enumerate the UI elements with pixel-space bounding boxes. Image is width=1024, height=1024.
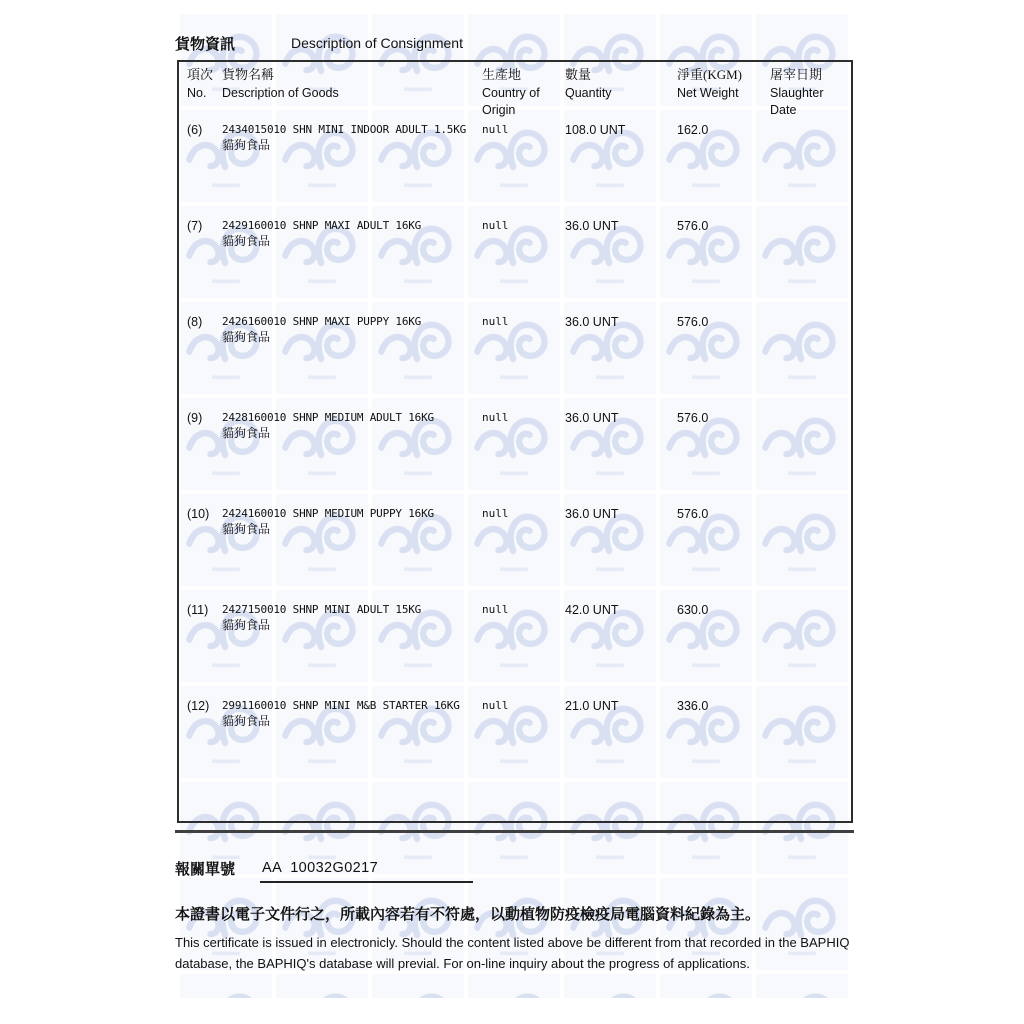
row-country-of-origin: null <box>482 699 509 712</box>
row-quantity: 36.0 UNT <box>565 219 619 233</box>
column-header-goods: 貨物名稱 Description of Goods <box>222 67 339 100</box>
row-country-of-origin: null <box>482 507 509 520</box>
row-quantity: 21.0 UNT <box>565 699 619 713</box>
page-title-en: Description of Consignment <box>291 35 463 51</box>
goods-category-zh: 貓狗食品 <box>222 330 271 344</box>
goods-description: 2434015010 SHN MINI INDOOR ADULT 1.5KG <box>222 123 467 136</box>
row-country-of-origin: null <box>482 315 509 328</box>
goods-category-zh: 貓狗食品 <box>222 618 271 632</box>
goods-description: 2424160010 SHNP MEDIUM PUPPY 16KG <box>222 507 434 520</box>
row-country-of-origin: null <box>482 411 509 424</box>
row-quantity: 108.0 UNT <box>565 123 626 137</box>
disclaimer-en: This certificate is issued in electronicly. Should the content listed above be different from that recorded in the BAPHIQ database, the BAPHIQ's database will previal. For on-line inquiry about the progress of applications. <box>175 935 850 971</box>
declaration-underline <box>260 881 473 883</box>
row-goods <box>222 410 482 441</box>
goods-category-zh: 貓狗食品 <box>222 426 271 440</box>
table-header <box>179 65 851 119</box>
table-row <box>179 506 851 537</box>
table-row <box>179 314 851 345</box>
row-quantity: 36.0 UNT <box>565 411 619 425</box>
section-divider <box>175 830 854 833</box>
table-row <box>179 602 851 633</box>
goods-category-zh: 貓狗食品 <box>222 522 271 536</box>
goods-category-zh: 貓狗食品 <box>222 138 271 152</box>
row-number: (12) <box>187 699 210 713</box>
row-goods <box>222 506 482 537</box>
row-quantity: 36.0 UNT <box>565 315 619 329</box>
row-slaughter-date <box>770 410 851 441</box>
row-net-weight: 336.0 <box>677 699 709 713</box>
column-header-quantity: 數量 Quantity <box>565 67 612 100</box>
column-header-no: 項次 No. <box>187 67 214 100</box>
row-slaughter-date <box>770 506 851 537</box>
row-net-weight: 576.0 <box>677 411 709 425</box>
row-goods <box>222 218 482 249</box>
row-number: (9) <box>187 411 203 425</box>
table-row <box>179 698 851 729</box>
disclaimer-zh: 本證書以電子文件行之，所載內容若有不符處，以動植物防疫檢疫局電腦資料紀錄為主。 <box>175 907 761 923</box>
row-country-of-origin: null <box>482 603 509 616</box>
row-country-of-origin: null <box>482 123 509 136</box>
goods-description: 2428160010 SHNP MEDIUM ADULT 16KG <box>222 411 434 424</box>
goods-category-zh: 貓狗食品 <box>222 714 271 728</box>
row-number: (11) <box>187 603 209 617</box>
row-country-of-origin: null <box>482 219 509 232</box>
row-quantity: 36.0 UNT <box>565 507 619 521</box>
row-number: (10) <box>187 507 210 521</box>
goods-description: 2991160010 SHNP MINI M&B STARTER 16KG <box>222 699 460 712</box>
row-slaughter-date <box>770 122 851 153</box>
row-slaughter-date <box>770 314 851 345</box>
goods-description: 2426160010 SHNP MAXI PUPPY 16KG <box>222 315 422 328</box>
row-goods <box>222 698 482 729</box>
row-goods <box>222 122 482 153</box>
row-goods <box>222 314 482 345</box>
row-number: (8) <box>187 315 203 329</box>
goods-category-zh: 貓狗食品 <box>222 234 271 248</box>
consignment-table <box>177 60 853 823</box>
row-net-weight: 576.0 <box>677 315 709 329</box>
row-net-weight: 630.0 <box>677 603 709 617</box>
row-slaughter-date <box>770 218 851 249</box>
declaration-number-label: 報關單號 <box>175 862 236 878</box>
table-row <box>179 122 851 153</box>
table-row <box>179 218 851 249</box>
row-net-weight: 576.0 <box>677 219 709 233</box>
declaration-number-value: AA 10032G0217 <box>262 860 379 876</box>
row-quantity: 42.0 UNT <box>565 603 619 617</box>
row-number: (6) <box>187 123 203 137</box>
goods-description: 2427150010 SHNP MINI ADULT 15KG <box>222 603 422 616</box>
page-title-zh: 貨物資訊 <box>175 37 236 53</box>
row-slaughter-date <box>770 602 851 633</box>
row-net-weight: 162.0 <box>677 123 709 137</box>
goods-description: 2429160010 SHNP MAXI ADULT 16KG <box>222 219 422 232</box>
row-goods <box>222 602 482 633</box>
row-net-weight: 576.0 <box>677 507 709 521</box>
table-row <box>179 410 851 441</box>
row-slaughter-date <box>770 698 851 729</box>
column-header-net-weight: 淨重(KGM) Net Weight <box>677 67 742 100</box>
column-header-slaughter-date: 屠宰日期 Slaughter Date <box>770 67 824 117</box>
column-header-origin: 生產地 Country of Origin <box>482 67 540 117</box>
row-number: (7) <box>187 219 203 233</box>
